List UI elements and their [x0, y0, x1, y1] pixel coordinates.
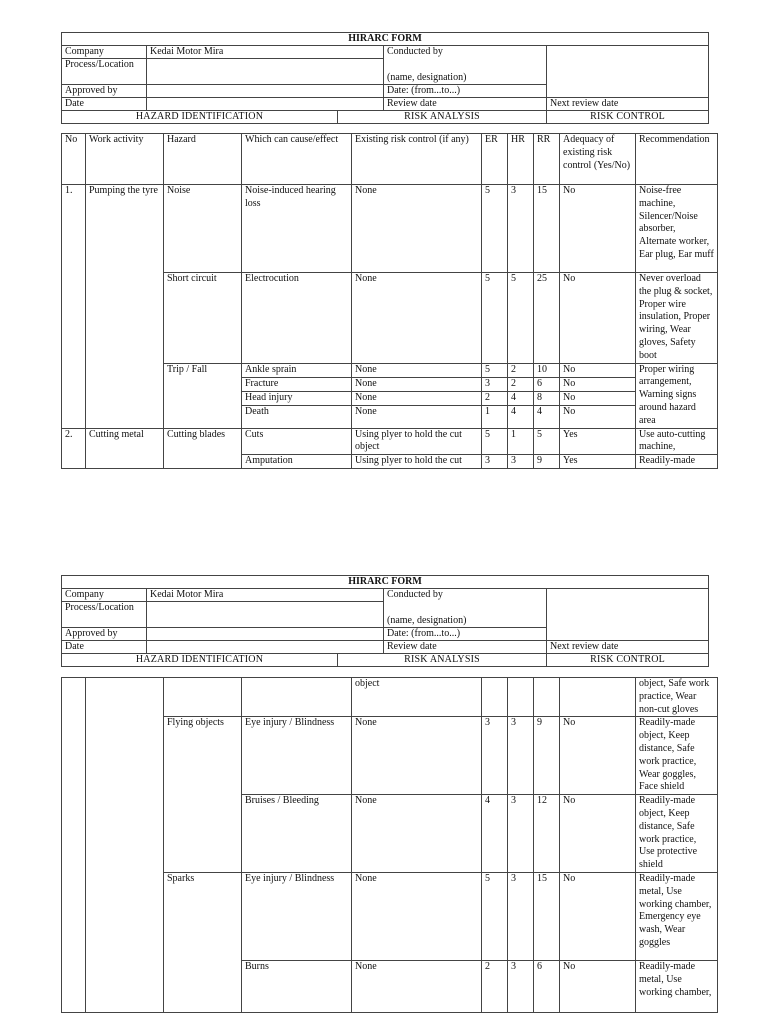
section-risk: RISK ANALYSIS	[338, 111, 547, 124]
approved-value	[147, 85, 384, 98]
process-label: Process/Location	[62, 602, 147, 628]
form-header-1	[61, 32, 709, 124]
name-designation: (name, designation)	[387, 615, 467, 626]
table-row: object object, Safe work practice, Wear non-cut gloves	[62, 678, 718, 717]
col-activity: Work activity	[86, 134, 164, 185]
col-recommendation: Recommendation	[636, 134, 718, 185]
hirarc-table-1	[61, 133, 718, 469]
review-date: Review date	[384, 98, 547, 111]
blank-cell	[547, 589, 709, 641]
table-row: Amputation Using plyer to hold the cut 3 3 9 Yes Readily-made	[62, 455, 718, 469]
table-row: Bruises / Bleeding None 4 3 12 No Readily-made object, Keep distance, Safe work practice, Use protective shield	[62, 795, 718, 873]
col-existing: Existing risk control (if any)	[352, 134, 482, 185]
conducted-label: Conducted by	[387, 589, 443, 600]
section-hazard: HAZARD IDENTIFICATION	[62, 654, 338, 667]
col-adequacy: Adequacy of existing risk control (Yes/No)	[560, 134, 636, 185]
col-no: No	[62, 134, 86, 185]
col-rr: RR	[534, 134, 560, 185]
table-row: Trip / Fall Ankle sprain None 5 2 10 No Proper wiring arrangement, Warning signs around hazard area	[62, 363, 718, 377]
approved-label: Approved by	[62, 628, 147, 641]
process-label: Process/Location	[62, 59, 147, 85]
company-value: Kedai Motor Mira	[147, 589, 384, 602]
date-from-to: Date: (from...to...)	[384, 85, 547, 98]
table-row: Sparks Eye injury / Blindness None 5 3 15 No Readily-made metal, Use working chamber, Emergency eye wash, Wear goggles	[62, 872, 718, 960]
table-row: Head injury None 2 4 8 No	[62, 391, 718, 405]
review-date: Review date	[384, 641, 547, 654]
section-control: RISK CONTROL	[547, 654, 709, 667]
next-review-date: Next review date	[547, 641, 709, 654]
process-value	[147, 602, 384, 628]
col-effect: Which can cause/effect	[242, 134, 352, 185]
conducted-by	[384, 46, 547, 85]
column-headers	[62, 134, 718, 185]
company-label: Company	[62, 589, 147, 602]
date-from-to: Date: (from...to...)	[384, 628, 547, 641]
col-hr: HR	[508, 134, 534, 185]
approved-value	[147, 628, 384, 641]
table-row: Death None 1 4 4 No	[62, 406, 718, 429]
date-value	[147, 641, 384, 654]
col-er: ER	[482, 134, 508, 185]
name-designation: (name, designation)	[387, 72, 467, 83]
company-value: Kedai Motor Mira	[147, 46, 384, 59]
table-row: 1. Pumping the tyre Noise Noise-induced hearing loss None 5 3 15 No Noise-free machine, Silencer/Noise absorber, Alternate worker, Ear plug, Ear muff	[62, 185, 718, 273]
form-title: HIRARC FORM	[62, 33, 709, 46]
table-row: Fracture None 3 2 6 No	[62, 377, 718, 391]
conducted-label: Conducted by	[387, 46, 443, 57]
section-control: RISK CONTROL	[547, 111, 709, 124]
form-header-2	[61, 575, 709, 667]
date-label: Date	[62, 98, 147, 111]
next-review-date: Next review date	[547, 98, 709, 111]
table-row: Short circuit Electrocution None 5 5 25 No Never overload the plug & socket, Proper wire insulation, Proper wiring, Wear gloves, Safety boot	[62, 273, 718, 364]
approved-label: Approved by	[62, 85, 147, 98]
conducted-by	[384, 589, 547, 628]
company-label: Company	[62, 46, 147, 59]
section-risk: RISK ANALYSIS	[338, 654, 547, 667]
col-hazard: Hazard	[164, 134, 242, 185]
table-row: Flying objects Eye injury / Blindness None 3 3 9 No Readily-made object, Keep distance, Safe work practice, Wear goggles, Face shield	[62, 717, 718, 795]
date-label: Date	[62, 641, 147, 654]
form-title: HIRARC FORM	[62, 576, 709, 589]
date-value	[147, 98, 384, 111]
table-row: 2. Cutting metal Cutting blades Cuts Using plyer to hold the cut object 5 1 5 Yes Use auto-cutting machine,	[62, 428, 718, 455]
blank-cell	[547, 46, 709, 98]
process-value	[147, 59, 384, 85]
section-hazard: HAZARD IDENTIFICATION	[62, 111, 338, 124]
table-row: Burns None 2 3 6 No Readily-made metal, Use working chamber,	[62, 960, 718, 1012]
hirarc-table-2	[61, 677, 718, 1013]
